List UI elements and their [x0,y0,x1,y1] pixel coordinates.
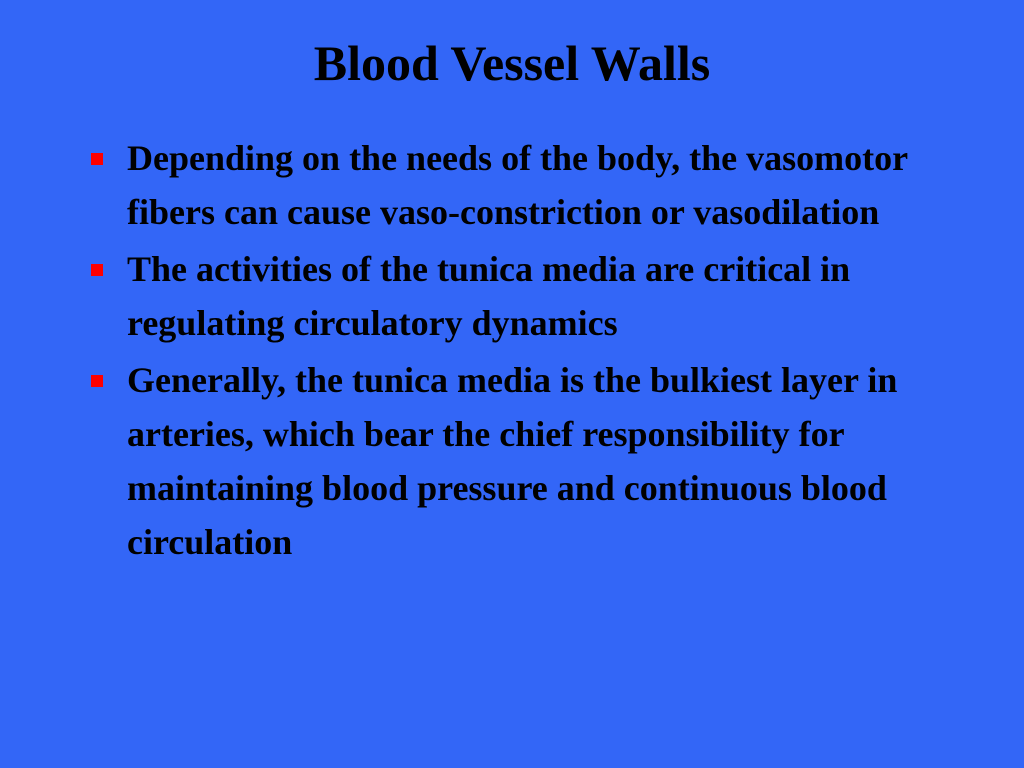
square-bullet-icon [91,264,103,276]
bullet-item [86,131,966,239]
bullet-text: The activities of the tunica media are critical in regulating circulatory dynamics [127,249,851,343]
bullet-list [86,131,966,572]
bullet-item [86,353,966,569]
bullet-text: Depending on the needs of the body, the vasomotor fibers can cause vaso-constriction or vasodilation [127,138,908,232]
slide-title: Blood Vessel Walls [313,35,711,91]
bullet-text: Generally, the tunica media is the bulkiest layer in arteries, which bear the chief responsibility for maintaining blood pressure and continuous blood circulation [127,360,898,562]
bullet-item [86,242,966,350]
square-bullet-icon [91,375,103,387]
square-bullet-icon [91,153,103,165]
